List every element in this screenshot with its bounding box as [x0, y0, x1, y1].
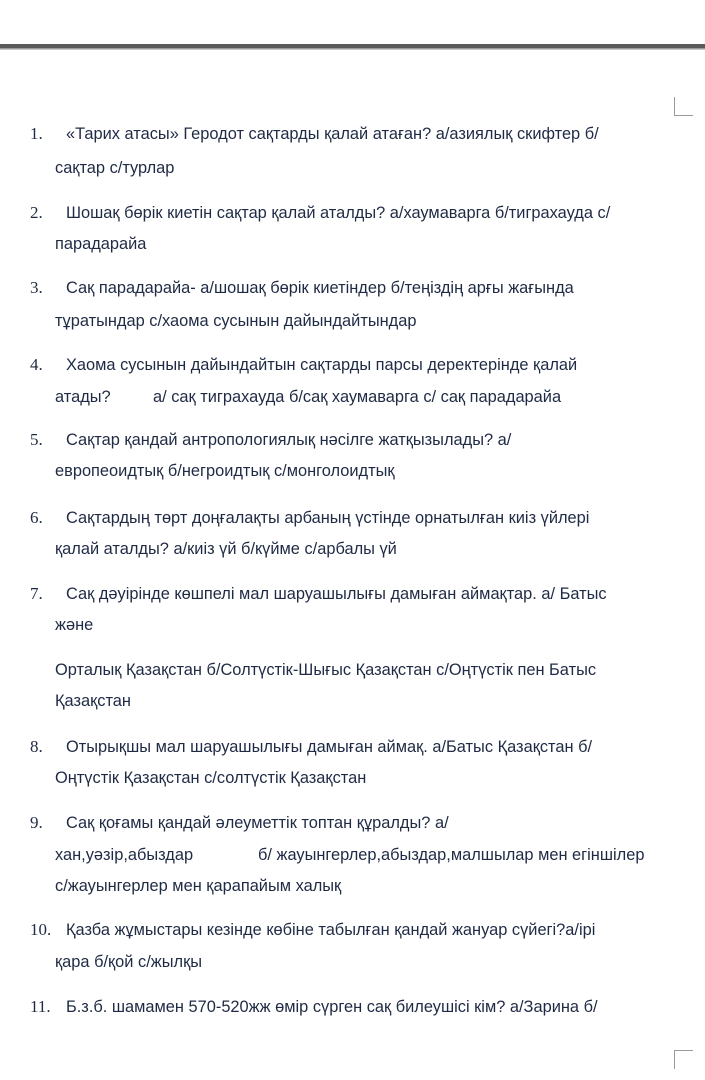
question-text: Сақ дәуірінде көшпелі мал шаруашылығы дамыған аймақтар. а/ Батыс: [66, 585, 607, 603]
question-text: хан,уәзір,абыздар: [55, 846, 194, 864]
question-number: 9.: [30, 813, 43, 832]
question-text: с/жауынгерлер мен қарапайым халық: [55, 877, 342, 895]
question-number: 4.: [30, 355, 43, 374]
question-text: Сақ қоғамы қандай әлеуметтік топтан құралды? а/: [66, 814, 449, 832]
question-number: 11.: [30, 997, 51, 1016]
crop-mark-bottom: [674, 1050, 693, 1069]
question-text: Орталық Қазақстан б/Солтүстік-Шығыс Қазақстан с/Оңтүстік пен Батыс: [55, 661, 597, 679]
question-number: 7.: [30, 584, 43, 603]
question-text: «Тарих атасы» Геродот сақтарды қалай атаған? а/азиялық скифтер б/: [66, 125, 599, 143]
question-options: а/ сақ тиграхауда б/сақ хаумаварга с/ сақ парадарайа: [153, 388, 562, 406]
top-divider: [0, 44, 705, 49]
question-text: парадарайа: [55, 235, 147, 253]
question-text: Шошақ бөрік киетін сақтар қалай аталды? а/хаумаварга б/тиграхауда с/: [66, 204, 611, 222]
question-text: Сақ парадарайа- а/шошақ бөрік киетіндер б/теңіздің арғы жағында: [66, 279, 574, 297]
question-text: сақтар с/турлар: [55, 159, 175, 177]
question-text: Қазба жұмыстары кезінде көбіне табылған қандай жануар сүйегі?а/ірі: [66, 921, 596, 939]
question-text: Сақтар қандай антропологиялық нәсілге жатқызылады? а/: [66, 431, 512, 449]
question-text: және: [55, 616, 94, 634]
question-text: Қазақстан: [55, 692, 131, 710]
question-text: европеоидтық б/негроидтық с/монголоидтық: [55, 462, 395, 480]
question-text: Отырықшы мал шаруашылығы дамыған аймақ. а/Батыс Қазақстан б/: [66, 738, 593, 756]
question-number: 10.: [30, 920, 52, 939]
question-number: 2.: [30, 203, 43, 222]
question-number: 3.: [30, 278, 43, 297]
question-text: Сақтардың төрт доңғалақты арбаның үстінде орнатылған киіз үйлері: [66, 509, 590, 527]
question-text: қалай аталды? а/киіз үй б/күйме с/арбалы үй: [55, 540, 397, 558]
question-number: 5.: [30, 430, 43, 449]
question-options: б/ жауынгерлер,абыздар,малшылар мен егіншілер: [258, 846, 645, 864]
question-number: 1.: [30, 124, 43, 143]
question-number: 6.: [30, 508, 43, 527]
question-text: қара б/қой с/жылқы: [55, 953, 203, 971]
question-text: Б.з.б. шамамен 570-520жж өмір сүрген сақ билеушісі кім? а/Зарина б/: [66, 998, 598, 1016]
question-text: тұратындар с/хаома сусынын дайындайтындар: [55, 312, 417, 330]
crop-mark-top: [674, 97, 693, 116]
question-text: атады?: [55, 388, 111, 406]
question-number: 8.: [30, 737, 43, 756]
question-text: Оңтүстік Қазақстан с/солтүстік Қазақстан: [55, 769, 367, 787]
question-text: Хаома сусынын дайындайтын сақтарды парсы деректерінде қалай: [66, 356, 578, 374]
